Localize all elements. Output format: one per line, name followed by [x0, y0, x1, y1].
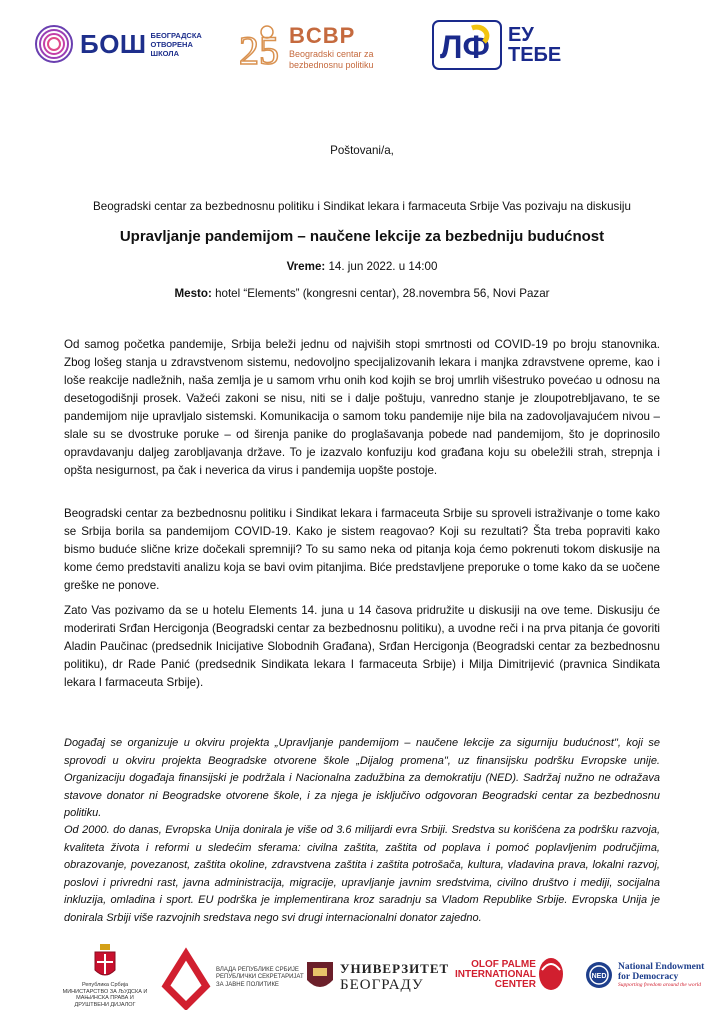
secretariat-text: ВЛАДА РЕПУБЛИКЕ СРБИЈЕ РЕПУБЛИЧКИ СЕКРЕТАРИЈАТ ЗА ЈАВНЕ ПОЛИТИКЕ: [216, 966, 304, 988]
place-value: hotel “Elements” (kongresni centar), 28.novembra 56, Novi Pazar: [211, 287, 550, 300]
event-time: [40, 258, 684, 276]
time-value: 14. jun 2022. u 14:00: [325, 260, 438, 273]
bos-name: БОШ: [80, 28, 147, 59]
olof-palme-logo: [455, 954, 566, 996]
bos-swirl-icon: [32, 22, 76, 66]
event-place: [40, 285, 684, 303]
ned-globe-icon: [584, 960, 614, 990]
olof-line-3: CENTER: [494, 979, 536, 990]
ned-logo: [584, 960, 704, 990]
olof-line-2: INTERNATIONAL: [455, 969, 536, 980]
lf-text-eu: ЕУ: [508, 24, 534, 46]
lf-mark-icon: [432, 20, 502, 70]
secretariat-icon: [160, 946, 212, 1010]
bos-subtitle: БЕОГРАДСКА ОТВОРЕНА ШКОЛА: [150, 30, 202, 58]
lf-logo: [432, 20, 561, 70]
svg-text:25: 25: [239, 28, 279, 73]
ned-line-2: for Democracy: [618, 972, 679, 982]
paragraph-1: Od samog početka pandemije, Srbija beleži jednu od najviših stopi smrtnosti od COVID-19 po broju stanovnika. Zbog lošeg stanja u zdravstvenom sistemu, nedovoljno specijalizovanih lekara i manjka zdravstvene opreme, kao i loše reakcije nadležnih, naša zemlja je u samom vrhu onih kod kojih se broj umrlih višestruko povećao u odnosu na desetogodišnji prosek. Važeći zakoni se nisu, niti se i dalje poštuju, vanredno stanje je zloupotrebljavano, te se pandemijom nije upravljalo sistemski. Komunikacija o samom toku pandemije nije bila na zadovoljavajućem nivou – slale su se dvostruke poruke – od širenja panike do proglašavanja pobede nad pandemijom, što je doprinosilo opravdavanju daljeg zarobljavanja države. To je izazvalo konfuziju kod građana koju su obeležili strah, strepnja i opšta nesigurnost, pa čak i neverica da virus i pandemija uopšte postoje.: [64, 338, 660, 477]
ministry-line-2: МИНИСТАРСТВО ЗА ЉУДСКА И МАЊИНСКА ПРАВА И ДРУШТВЕНИ ДИЈАЛОГ: [62, 988, 148, 1008]
secretariat-logo: [160, 946, 306, 1010]
bcsp-name: BCBP: [289, 23, 356, 48]
ned-line-1: National Endowment: [618, 962, 705, 972]
svg-text:NED: NED: [591, 973, 607, 980]
footer-logos: [0, 938, 724, 1024]
greeting: Poštovani/a,: [330, 144, 394, 157]
university-logo: [305, 960, 449, 994]
project-note: Događaj se organizuje u okviru projekta „Upravljanje pandemijom – naučene lekcije za sigurniju budućnost", koji se sprovodi u okviru projekta Beogradske otvorene škole „Dijalog promena", uz finansijsku podršku Evropske unije. Organizaciju događaja finansijski je podržala i Nacionalna zadužbina za demokratiju (NED). Sadržaj nužno ne odražava stavove donator ni Beogradske otvorene škole, i za njega je isključivo odgovoran Beogradski centar za bezbednosnu politiku.: [64, 737, 660, 819]
svg-text:ЛФ: ЛФ: [440, 29, 490, 65]
paragraph-2: Beogradski centar za bezbednosnu politiku i Sindikat lekara i farmaceuta Srbije su sproveli istraživanje o tome kako se Srbija borila sa pandemijom COVID-19. Kako je sistem reagovao? Koji su rezultati? Šta treba popraviti kako bismo buduće slične krize dočekali spremniji? To su samo neka od pitanja koja ćemo pokrenuti tokom diskusije na kome ćemo predstaviti analizu koja se bavi ovim pitanjima. Biće predstavljene preporuke o tome kako da se uočene greške ne ponove.: [64, 507, 660, 592]
eu-note: Od 2000. do danas, Evropska Unija donirala je više od 3.6 milijardi evra Srbiji. Sredstva su korišćena za podršku razvoja, kvaliteta života i reformi u sledećim sferama: civilna zaštita, zaštita od poplava i pomoć poplavljenim područjima, obrazovanje, povezanost, zaštita okoline, zdravstvena zaštita i zaštita potrošača, kultura, vladavina prava, lokalni razvoj, poslovi i privredni rast, javna administracija, migracije, upravljanje javnim sredstvima, civilno društvo i mediji, socijalna inkluzija, omladina i sport. EU podrška je implementirana kroz saradnju sa Vladom Republike Srbije. Evropska Unija je donirala Srbiji više razvojnih sredstava nego svi drugi internacionalni donator zajedno.: [64, 824, 660, 924]
bos-logo: [32, 22, 211, 66]
serbia-coat-of-arms-icon: [90, 942, 120, 982]
olof-palme-portrait-icon: [536, 954, 566, 996]
ministry-logo: [60, 942, 150, 1008]
header-logos: [0, 14, 724, 84]
ned-line-3: Supporting freedom around the world: [618, 982, 702, 988]
invitation-line: Beogradski centar za bezbednosnu politiku i Sindikat lekara i farmaceuta Srbije Vas pozivaju na diskusiju: [93, 200, 631, 213]
lf-text-tebe: ТЕБЕ: [508, 44, 562, 66]
event-title: Upravljanje pandemijom – naučene lekcije za bezbedniju budućnost: [119, 228, 605, 245]
bcsp-25-icon: [237, 20, 283, 74]
university-crest-icon: [305, 960, 335, 994]
paragraph-3: Zato Vas pozivamo da se u hotelu Elements 14. juna u 14 časova pridružite u diskusiji na ove teme. Diskusiju će moderirati Srđan Hercigonja (Beogradski centar za bezbednosnu politiku), a uvodne reči i na prva pitanja će govoriti Aladin Paučinac (predsednik Inicijative Slobodnih Građana), Srđan Hercigonja (Beogradski centar za bezbednosnu politiku), dr Rade Panić (predsednik Sindikata lekara I farmaceuta Srbije) i Milja Dimitrijević (pravnica Sindikata lekara I farmaceuta Srbije).: [64, 604, 660, 689]
bcsp-subtitle: Beogradski centar za bezbednosnu politiku: [289, 49, 374, 70]
olof-line-1: OLOF PALME: [471, 959, 536, 970]
university-line-1: УНИВЕРЗИТЕТ: [340, 960, 450, 976]
bcsp-logo: [237, 20, 409, 74]
time-label: Vreme:: [286, 260, 326, 273]
place-label: Mesto:: [174, 287, 212, 300]
university-line-2: БЕОГРАДУ: [340, 976, 424, 993]
ministry-line-1: Република Србија: [81, 982, 129, 988]
